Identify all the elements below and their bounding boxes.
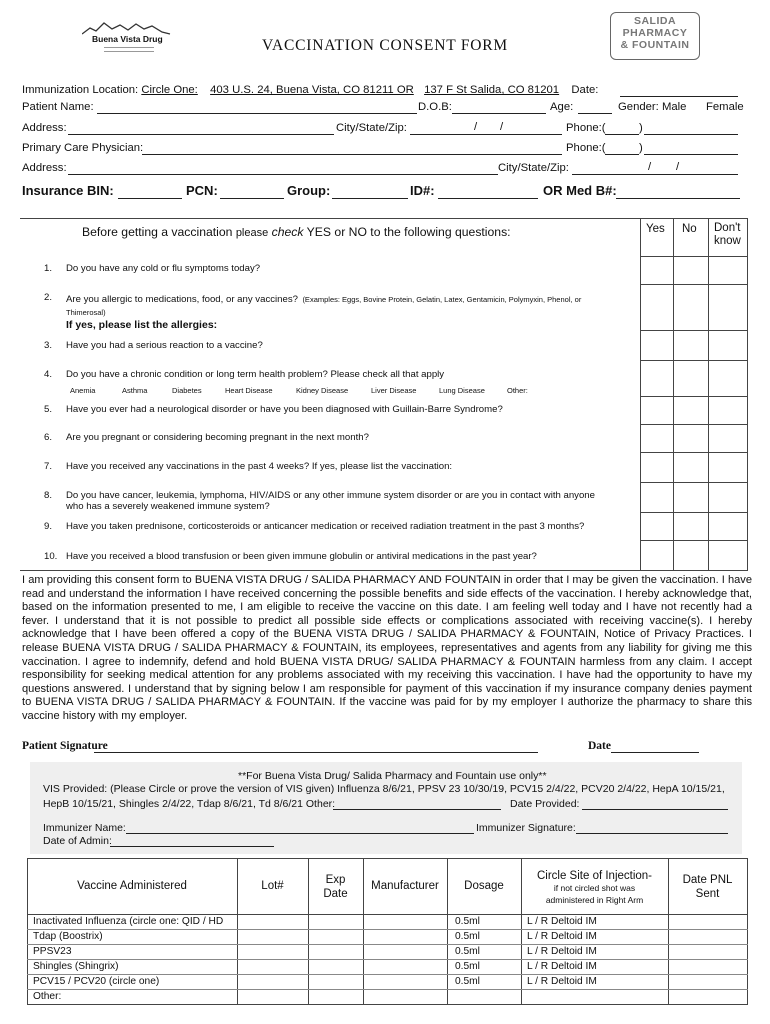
vaccine-row-2-name: Tdap (Boostrix): [33, 931, 103, 942]
question-9-text: Have you taken prednisone, corticosteroids or anticancer medication or received radiation treatment in the past 3 months?: [66, 521, 585, 532]
pcp-field[interactable]: [142, 154, 562, 155]
condition-heart-disease[interactable]: Heart Disease: [225, 386, 273, 395]
date-of-admin-label: Date of Admin:: [43, 835, 112, 847]
lot-column-header: Lot#: [261, 880, 284, 892]
address-label: Address:: [22, 122, 67, 134]
date-of-admin-field[interactable]: [110, 846, 274, 847]
gender-female-option[interactable]: Female: [706, 101, 744, 113]
questions-intro: [82, 225, 511, 239]
pcp-city-state-zip-label: City/State/Zip:: [498, 162, 569, 174]
question-8-text-2: who has a severely weakened immune system?: [66, 501, 270, 512]
phone-number-field[interactable]: [644, 134, 738, 135]
injection-site-line-2: if not circled shot was: [553, 883, 636, 893]
exp-date-line-1: Exp: [325, 874, 346, 886]
question-2-number: 2.: [44, 292, 53, 303]
dob-field[interactable]: [452, 113, 546, 114]
questions-intro-b: please: [235, 227, 269, 239]
pcp-address-field[interactable]: [68, 174, 498, 175]
patient-name-label: Patient Name:: [22, 101, 94, 113]
pcp-csz-slash-1: /: [648, 161, 652, 173]
immunizer-name-field[interactable]: [126, 833, 474, 834]
question-2-block: [66, 292, 636, 331]
patient-signature-field[interactable]: [94, 752, 538, 753]
pcp-phone-area-field[interactable]: [605, 154, 639, 155]
vaccine-row-3-name: PPSV23: [33, 946, 72, 957]
question-8-number: 8.: [44, 490, 53, 501]
signature-date-field[interactable]: [611, 752, 699, 753]
question-8-text: Do you have cancer, leukemia, lymphoma, HIV/AIDS or any other immune system disorder or are you in contact with anyone: [66, 490, 595, 501]
vaccine-row-1-site[interactable]: L / R Deltoid IM: [527, 916, 597, 927]
question-8-block: [66, 490, 595, 512]
pcp-phone-label: Phone:(: [566, 142, 606, 154]
question-2-text: Are you allergic to medications, food, or any vaccines?: [66, 294, 298, 305]
consent-statement: I am providing this consent form to BUENA VISTA DRUG / SALIDA PHARMACY AND FOUNTAIN in order that I may be given the vaccination. I have read and understand the information I have received concerning the possible benefits and side effects of the vaccination. I hereby acknowledge that, based on the information presented to me, I am eligible to receive the vaccine on this date. I am feeling well today and I have not recently had a fever. I understand that it is not possible to predict all possible side effects or complications associated with receiving vaccine(s). I hereby acknowledge that I have been offered a copy of the BUENA VISTA DRUG / SALIDA PHARMACY & FOUNTAIN, Notice of Privacy Practices. I release BUENA VISTA DRUG / SALIDA PHARMACY & FOUNTAIN, its employees, representatives and agents from any liability for giving me this vaccination. I agree to indemnify, defend and hold BUENA VISTA DRUG/ SALIDA PHARMACY & FOUNTAIN harmless from any claim. I accept responsibility for seeking medical attention for any problems associated with my receiving this vaccination. I have had the opportunity to have my questions answered. I understand that by signing below I am responsible for payment of this vaccination if my insurance company denies payment to BUENA VISTA DRUG / SALIDA PHARMACY & FOUNTAIN. If the vaccine was paid for by my employer I authorize the pharmacy to share this vaccine history with my employer.: [22, 574, 752, 722]
pcp-phone-close-paren: ): [639, 142, 643, 154]
age-field[interactable]: [578, 113, 612, 114]
location-row: [22, 84, 598, 96]
vaccine-row-1-name: Inactivated Influenza (circle one: QID / HD: [33, 916, 224, 927]
office-use-section: [30, 762, 742, 854]
question-10-number: 10.: [44, 551, 58, 562]
condition-checklist: [70, 386, 528, 395]
question-4-number: 4.: [44, 369, 53, 380]
address-field[interactable]: [68, 134, 334, 135]
phone-close-paren: ): [639, 122, 643, 134]
vaccine-row-3-dosage: 0.5ml: [455, 946, 480, 957]
date-provided-label: Date Provided:: [510, 798, 580, 810]
date-pnl-line-1: Date PNL: [682, 874, 733, 886]
questions-intro-d: YES or NO to the following questions:: [306, 225, 511, 239]
vaccine-row-3-site[interactable]: L / R Deltoid IM: [527, 946, 597, 957]
question-6-number: 6.: [44, 432, 53, 443]
pcp-label: Primary Care Physician:: [22, 142, 144, 154]
screening-questions-table: [20, 218, 748, 570]
gender-male-option[interactable]: Gender: Male: [618, 101, 687, 113]
office-use-header: **For Buena Vista Drug/ Salida Pharmacy and Fountain use only**: [238, 770, 547, 782]
patient-name-field[interactable]: [97, 113, 417, 114]
csz-slash-2: /: [500, 121, 504, 133]
med-b-field[interactable]: [616, 198, 740, 199]
condition-anemia[interactable]: Anemia: [70, 386, 96, 395]
dont-know-line-1: Don't: [714, 222, 741, 234]
question-2-allergies-prompt: If yes, please list the allergies:: [66, 319, 218, 331]
condition-liver-disease[interactable]: Liver Disease: [371, 386, 417, 395]
pcp-address-label: Address:: [22, 162, 67, 174]
vaccine-row-2-site[interactable]: L / R Deltoid IM: [527, 931, 597, 942]
question-7-text: Have you received any vaccinations in the past 4 weeks? If yes, please list the vaccination:: [66, 461, 453, 472]
buena-vista-name: Buena Vista Drug: [92, 34, 163, 44]
vaccine-row-4-site[interactable]: L / R Deltoid IM: [527, 961, 597, 972]
injection-site-line-1: Circle Site of Injection-: [536, 870, 653, 882]
form-title: VACCINATION CONSENT FORM: [262, 37, 508, 54]
injection-site-line-3: administered in Right Arm: [545, 895, 644, 905]
question-10-text: Have you received a blood transfusion or been given immune globulin or antiviral medications in the past year?: [66, 551, 537, 562]
signature-date-label: Date: [588, 740, 611, 752]
vaccine-row-5-site[interactable]: L / R Deltoid IM: [527, 976, 597, 987]
med-b-label: OR Med B#:: [543, 183, 617, 198]
question-5-number: 5.: [44, 404, 53, 415]
pcp-city-state-zip-field[interactable]: [572, 174, 738, 175]
injection-site-column-header: [521, 870, 668, 906]
exp-date-column-header: [308, 873, 363, 901]
vaccine-row-5-name: PCV15 / PCV20 (circle one): [33, 976, 160, 987]
condition-kidney-disease[interactable]: Kidney Disease: [296, 386, 349, 395]
vaccine-administration-table: [27, 858, 748, 1004]
vaccine-row-1-dosage: 0.5ml: [455, 916, 480, 927]
location-option-buena-vista[interactable]: 403 U.S. 24, Buena Vista, CO 81211 OR: [210, 84, 414, 96]
vaccine-row-6-name: Other:: [33, 991, 62, 1002]
questions-intro-a: Before getting a vaccination: [82, 225, 233, 239]
salida-logo-line-3: & FOUNTAIN: [620, 39, 690, 51]
vaccine-row-5-dosage: 0.5ml: [455, 976, 480, 987]
vaccine-column-header: Vaccine Administered: [77, 880, 187, 892]
vaccine-row-4-dosage: 0.5ml: [455, 961, 480, 972]
date-pnl-line-2: Sent: [695, 888, 720, 900]
question-9-number: 9.: [44, 521, 53, 532]
immunizer-signature-field[interactable]: [576, 833, 728, 834]
question-5-text: Have you ever had a neurological disorder or have you been diagnosed with Guillain-Barre Syndrome?: [66, 404, 503, 415]
manufacturer-column-header: Manufacturer: [371, 880, 439, 892]
location-label: Immunization Location:: [22, 84, 139, 96]
pcp-csz-slash-2: /: [676, 161, 680, 173]
pcp-phone-number-field[interactable]: [644, 154, 738, 155]
location-option-salida[interactable]: 137 F St Salida, CO 81201: [424, 84, 560, 96]
csz-slash-1: /: [474, 121, 478, 133]
immunizer-name-label: Immunizer Name:: [43, 822, 126, 834]
question-6-text: Are you pregnant or considering becoming pregnant in the next month?: [66, 432, 369, 443]
question-7-number: 7.: [44, 461, 53, 472]
condition-asthma[interactable]: Asthma: [122, 386, 148, 395]
patient-signature-label: Patient Signature: [22, 740, 108, 752]
pcn-label: PCN:: [186, 183, 218, 198]
dont-know-column-header: [714, 222, 741, 248]
date-field[interactable]: [620, 96, 738, 97]
condition-diabetes[interactable]: Diabetes: [172, 386, 202, 395]
vaccine-row-4-name: Shingles (Shingrix): [33, 961, 119, 972]
city-state-zip-label: City/State/Zip:: [336, 122, 407, 134]
city-state-zip-field[interactable]: [410, 134, 562, 135]
question-1-text: Do you have any cold or flu symptoms today?: [66, 263, 261, 274]
insurance-bin-field[interactable]: [118, 198, 182, 199]
no-column-header: No: [682, 223, 697, 235]
condition-other[interactable]: Other:: [507, 386, 528, 395]
dosage-column-header: Dosage: [464, 880, 504, 892]
question-2-examples-2: Thimerosal): [66, 308, 106, 317]
group-field[interactable]: [332, 198, 408, 199]
dob-label: D.O.B:: [418, 101, 452, 113]
question-4-text: Do you have a chronic condition or long term health problem? Please check all that apply: [66, 369, 445, 380]
date-label: Date:: [571, 84, 599, 96]
circle-one-label: Circle One:: [141, 84, 198, 96]
id-label: ID#:: [410, 183, 435, 198]
vis-other-field[interactable]: [333, 809, 501, 810]
exp-date-line-2: Date: [323, 888, 348, 900]
salida-logo-line-2: PHARMACY: [622, 27, 688, 39]
immunizer-signature-label: Immunizer Signature:: [476, 822, 576, 834]
pcn-field[interactable]: [220, 198, 284, 199]
dont-know-line-2: know: [714, 235, 741, 247]
salida-logo-line-1: SALIDA: [633, 15, 677, 27]
insurance-bin-label: Insurance BIN:: [22, 183, 114, 198]
phone-area-field[interactable]: [605, 134, 639, 135]
date-pnl-column-header: [668, 873, 747, 901]
date-provided-field[interactable]: [582, 809, 728, 810]
question-2-examples: (Examples: Eggs, Bovine Protein, Gelatin, Latex, Gentamicin, Polymyxin, Phenol, or: [302, 295, 582, 304]
vis-provided-line-2[interactable]: HepB 10/15/21, Shingles 2/4/22, Tdap 8/6/21, Td 8/6/21 Other:: [43, 798, 336, 810]
vaccine-row-2-dosage: 0.5ml: [455, 931, 480, 942]
yes-column-header: Yes: [646, 223, 665, 235]
id-field[interactable]: [438, 198, 538, 199]
question-3-number: 3.: [44, 340, 53, 351]
questions-intro-check: check: [271, 225, 304, 239]
question-1-number: 1.: [44, 263, 53, 274]
vis-provided-line-1[interactable]: VIS Provided: (Please Circle or prove the version of VIS given) Influenza 8/6/21, PPSV 23 10/30/19, PCV15 2/4/22, PCV20 2/4/22, HepA 10/15/21,: [43, 783, 725, 795]
question-3-text: Have you had a serious reaction to a vaccine?: [66, 340, 263, 351]
condition-lung-disease[interactable]: Lung Disease: [439, 386, 485, 395]
phone-label: Phone:(: [566, 122, 606, 134]
group-label: Group:: [287, 183, 331, 198]
age-label: Age:: [550, 101, 574, 113]
